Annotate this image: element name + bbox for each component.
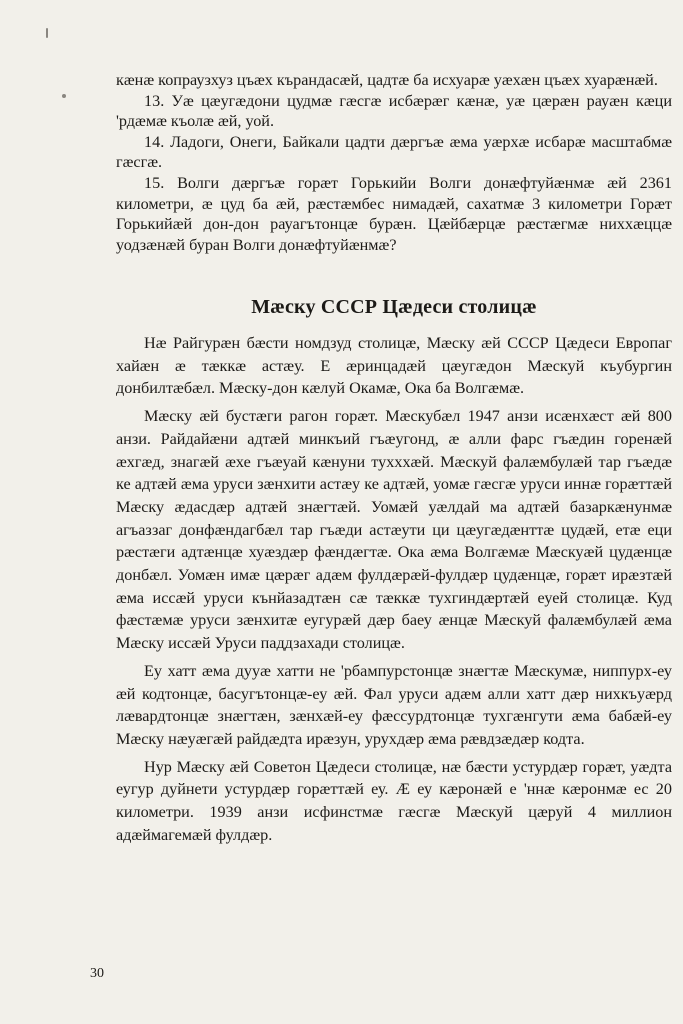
exercise-questions [116, 70, 672, 255]
question-13: 13. Уæ цæугæдони цудмæ гæсгæ исбæрæг кæнæ, уæ цæрæн рауæн кæци 'рдæмæ къолæ æй, уой. [116, 91, 672, 131]
question-15: 15. Волги дæргъæ горæт Горькийи Волги донæфтуйæнмæ æй 2361 километри, æ цуд ба æй, рæстæмбес нимадæй, сахатмæ 3 километри Горæт Горькийæй дон-дон рауагътонцæ бурæн. Цæйбæрцæ рæстæгмæ ниххæццæ уодзæнæй буран Волги донæфтуйæнмæ? [116, 173, 672, 254]
body-paragraph: Мæску æй бустæги рагон горæт. Мæскубæл 1947 анзи исæнхæст æй 800 анзи. Райдайæни адтæй минкъий гъæугонд, æ алли фарс гъæдин горенæй æхгæд, знагæй æхе гъæуай кæнуни тухххæй. Мæскуй фалæмбулæй тар гъæдæ ке адтæй æма уруси зæнхити астæу ке адтæй, уомæ гæсгæ уруси иннæ горæттæй Мæску æдасдæр адтæй знæгтæй. Уомæй уæлдай ма адтæй базаркæнунмæ агъаззаг донфæндагбæл тар гъæди астæути ци цæугæдæнттæ цудæй, етæ еци рæстæги адтæнцæ хуæздæр фæндæгтæ. Ока æма Волгæмæ Мæскуæй цудæнцæ донбæл. Уомæн имæ цæрæг адæм фулдæрæй-фулдæр цудæнцæ, горæт ирæзтæй æма иссæй уруси кънйазадтæн сæ тæккæ тухгиндæртæй еуей столицæ. Куд фæстæмæ уруси зæнхитæ еугурæй дæр баеу æнцæ Мæскуй фалæмбулæй æма Мæску иссæй Уруси паддзахади столицæ. [116, 407, 672, 653]
section-body [116, 332, 672, 851]
section-heading: Мæску СССР Цæдеси столицæ [251, 296, 537, 318]
margin-smudge [62, 94, 66, 98]
body-paragraph: Еу хатт æма дууæ хатти не 'рбампурстонцæ знæгтæ Мæскумæ, ниппурх-еу æй кодтонцæ, басугътонцæ-еу æй. Фал уруси адæм алли хатт дæр нихкъуæрд лæвардтонцæ знæгтæн, зæнхæй-еу фæссурдтонцæ тухгæнгути æма бабæй-еу Мæску нæуæгæй райдæдта ирæзун, урухдæр æма рæвдзæдæр кодта. [116, 661, 672, 748]
body-paragraph: Нæ Райгурæн бæсти номдзуд столицæ, Мæску æй СССР Цæдеси Европаг хайæн æ тæккæ астæу. Е æринцадæй цæугæдон Мæскуй къубургин донбилтæбæл. Мæску-дон кæлуй Окамæ, Ока ба Волгæмæ. [116, 334, 672, 398]
paragraph-continuation: кæнæ копраузхуз цъæх кърандасæй, цадтæ ба исхуарæ уæхæн цъæх хуарæнæй. [116, 71, 658, 89]
body-paragraph: Нур Мæску æй Советон Цæдеси столицæ, нæ бæсти устурдæр горæт, уæдта еугур дуйнети устурдæр горæттæй еу. Æ еу кæронæй е 'ннæ кæронмæ ес 20 километри. 1939 анзи исфинстмæ гæсгæ Мæскуй цæруй 4 миллион адæймагемæй фулдæр. [116, 757, 672, 844]
margin-tick [46, 28, 48, 38]
question-14: 14. Ладоги, Онеги, Байкали цадти дæргъæ æма уæрхæ исбарæ масштабмæ гæсгæ. [116, 132, 672, 172]
page-number: 30 [90, 966, 104, 981]
